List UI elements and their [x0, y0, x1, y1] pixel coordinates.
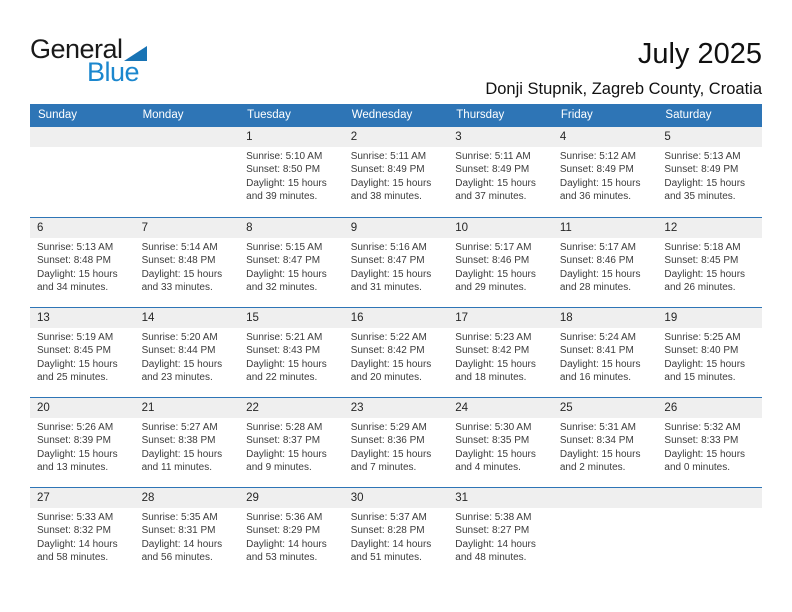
detail-line: Daylight: 15 hours [664, 268, 746, 280]
detail-line: Sunrise: 5:38 AM [455, 512, 532, 523]
week-row-1 [30, 127, 762, 217]
detail-line: Sunset: 8:49 PM [664, 164, 739, 176]
detail-line: Daylight: 15 hours [664, 358, 746, 370]
detail-line: Sunset: 8:45 PM [664, 255, 739, 267]
detail-line: Sunrise: 5:30 AM [455, 422, 532, 433]
detail-line: Sunrise: 5:33 AM [37, 512, 114, 523]
detail-line: Daylight: 14 hours [246, 538, 327, 550]
day-cell-11 [553, 218, 658, 307]
day-number: 30 [344, 488, 449, 508]
day-header-sunday: Sunday [38, 109, 78, 121]
detail-line: Sunset: 8:39 PM [37, 435, 111, 447]
detail-line: Daylight: 14 hours [350, 538, 432, 550]
detail-line: Sunset: 8:43 PM [246, 345, 321, 357]
detail-line: Sunrise: 5:35 AM [141, 512, 218, 523]
detail-line: Daylight: 15 hours [350, 358, 432, 370]
detail-line: Sunset: 8:29 PM [246, 525, 321, 537]
detail-line: Daylight: 15 hours [141, 358, 223, 370]
detail-line: Sunrise: 5:18 AM [664, 242, 741, 253]
day-details [239, 238, 344, 295]
day-cell-10 [448, 218, 553, 307]
day-cell-3 [448, 127, 553, 217]
detail-line: and 11 minutes. [141, 462, 212, 474]
detail-line: and 25 minutes. [37, 372, 109, 384]
detail-line: Sunrise: 5:32 AM [664, 422, 741, 433]
day-cell-18 [553, 308, 658, 397]
detail-line: Sunrise: 5:13 AM [664, 151, 741, 162]
detail-line: and 48 minutes. [455, 552, 527, 564]
detail-line: Daylight: 15 hours [664, 177, 746, 189]
detail-line: Daylight: 14 hours [455, 538, 536, 550]
day-details [30, 508, 135, 565]
day-cell-14 [135, 308, 240, 397]
detail-line: and 28 minutes. [559, 282, 632, 294]
detail-line: Sunrise: 5:12 AM [559, 151, 636, 162]
detail-line: Sunset: 8:48 PM [37, 255, 111, 267]
detail-line: Sunrise: 5:29 AM [350, 422, 427, 433]
logo-text-blue: Blue [87, 57, 140, 87]
day-details [553, 147, 658, 204]
detail-line: and 7 minutes. [350, 462, 417, 474]
detail-line: and 4 minutes. [455, 462, 521, 474]
day-details [135, 238, 240, 295]
detail-line: Daylight: 15 hours [559, 268, 641, 280]
day-number: 24 [448, 398, 553, 418]
detail-line: Sunrise: 5:10 AM [246, 151, 323, 162]
detail-line: and 58 minutes. [37, 552, 109, 564]
day-number: 22 [239, 398, 344, 418]
day-number: 25 [553, 398, 658, 418]
detail-line: Daylight: 15 hours [246, 448, 327, 460]
detail-line: Daylight: 15 hours [455, 268, 536, 280]
empty-day-cell [657, 488, 762, 577]
day-number: 21 [135, 398, 240, 418]
detail-line: Daylight: 15 hours [37, 448, 118, 460]
week-row-4 [30, 397, 762, 487]
detail-line: Daylight: 15 hours [246, 177, 327, 189]
calendar-body [30, 127, 762, 577]
day-number: 31 [448, 488, 553, 508]
detail-line: Sunrise: 5:25 AM [664, 332, 741, 343]
empty-day-cell [30, 127, 135, 217]
day-number: 3 [448, 127, 553, 147]
day-number: 4 [553, 127, 658, 147]
day-cell-5 [657, 127, 762, 217]
day-number [30, 127, 135, 147]
calendar-table [30, 104, 762, 577]
detail-line: Daylight: 15 hours [141, 448, 223, 460]
detail-line: Sunset: 8:33 PM [664, 435, 739, 447]
day-details [239, 147, 344, 204]
day-details [344, 238, 449, 295]
day-cell-27 [30, 488, 135, 577]
day-cell-29 [239, 488, 344, 577]
detail-line: and 22 minutes. [246, 372, 318, 384]
day-number: 17 [448, 308, 553, 328]
day-details [239, 418, 344, 475]
day-details [344, 147, 449, 204]
day-details [30, 328, 135, 385]
day-cell-30 [344, 488, 449, 577]
detail-line: and 37 minutes. [455, 191, 527, 203]
day-cell-15 [239, 308, 344, 397]
detail-line: Sunset: 8:32 PM [37, 525, 111, 537]
day-cell-20 [30, 398, 135, 487]
day-details [657, 418, 762, 475]
detail-line: and 39 minutes. [246, 191, 318, 203]
detail-line: Sunrise: 5:14 AM [141, 242, 218, 253]
detail-line: Sunset: 8:31 PM [141, 525, 216, 537]
day-cell-7 [135, 218, 240, 307]
day-details [135, 418, 240, 475]
detail-line: Sunrise: 5:11 AM [455, 151, 531, 162]
detail-line: Daylight: 15 hours [455, 177, 536, 189]
detail-line: Sunrise: 5:17 AM [455, 242, 532, 253]
day-header-friday: Friday [560, 109, 593, 121]
day-details [448, 328, 553, 385]
detail-line: Sunset: 8:34 PM [559, 435, 634, 447]
detail-line: Sunrise: 5:28 AM [246, 422, 323, 433]
detail-line: Sunset: 8:28 PM [350, 525, 425, 537]
day-number: 16 [344, 308, 449, 328]
detail-line: Sunrise: 5:19 AM [37, 332, 114, 343]
day-number: 28 [135, 488, 240, 508]
detail-line: Daylight: 15 hours [559, 358, 641, 370]
day-cell-25 [553, 398, 658, 487]
day-details [448, 508, 553, 565]
detail-line: Sunset: 8:46 PM [455, 255, 530, 267]
day-number: 18 [553, 308, 658, 328]
day-number: 11 [553, 218, 658, 238]
detail-line: Sunset: 8:27 PM [455, 525, 530, 537]
detail-line: and 34 minutes. [37, 282, 109, 294]
day-details [135, 508, 240, 565]
day-number: 19 [657, 308, 762, 328]
detail-line: Daylight: 15 hours [664, 448, 746, 460]
detail-line: and 53 minutes. [246, 552, 318, 564]
day-number: 7 [135, 218, 240, 238]
day-cell-2 [344, 127, 449, 217]
detail-line: Sunset: 8:46 PM [559, 255, 634, 267]
day-number [657, 488, 762, 508]
day-header-thursday: Thursday [456, 109, 505, 121]
week-row-5 [30, 487, 762, 577]
detail-line: Sunrise: 5:31 AM [559, 422, 636, 433]
detail-line: Sunrise: 5:24 AM [559, 332, 636, 343]
day-cell-24 [448, 398, 553, 487]
day-details [239, 328, 344, 385]
detail-line: Sunset: 8:44 PM [141, 345, 216, 357]
detail-line: and 35 minutes. [664, 191, 736, 203]
detail-line: Sunset: 8:48 PM [141, 255, 216, 267]
detail-line: Daylight: 15 hours [350, 268, 432, 280]
detail-line: Daylight: 15 hours [37, 358, 118, 370]
day-header-monday: Monday [142, 109, 184, 121]
detail-line: Daylight: 15 hours [559, 448, 641, 460]
title-block [485, 38, 762, 99]
week-row-3 [30, 307, 762, 397]
detail-line: Sunset: 8:35 PM [455, 435, 530, 447]
detail-line: and 29 minutes. [455, 282, 527, 294]
detail-line: and 13 minutes. [37, 462, 109, 474]
general-blue-logo [30, 36, 147, 86]
day-number: 13 [30, 308, 135, 328]
day-header-saturday: Saturday [665, 109, 712, 121]
day-cell-22 [239, 398, 344, 487]
detail-line: Daylight: 15 hours [350, 177, 432, 189]
day-details [448, 147, 553, 204]
day-details [448, 238, 553, 295]
detail-line: and 23 minutes. [141, 372, 213, 384]
empty-day-cell [553, 488, 658, 577]
detail-line: and 15 minutes. [664, 372, 736, 384]
detail-line: Daylight: 15 hours [455, 448, 536, 460]
day-details [553, 328, 658, 385]
detail-line: Sunrise: 5:23 AM [455, 332, 532, 343]
detail-line: and 0 minutes. [664, 462, 731, 474]
detail-line: Sunrise: 5:36 AM [246, 512, 323, 523]
day-number: 5 [657, 127, 762, 147]
day-details [657, 147, 762, 204]
day-number [553, 488, 658, 508]
detail-line: Sunset: 8:49 PM [559, 164, 634, 176]
day-cell-6 [30, 218, 135, 307]
detail-line: Sunset: 8:49 PM [455, 164, 530, 176]
detail-line: and 31 minutes. [350, 282, 422, 294]
empty-day-cell [135, 127, 240, 217]
day-cell-19 [657, 308, 762, 397]
detail-line: Daylight: 14 hours [141, 538, 223, 550]
day-details [657, 328, 762, 385]
day-details [344, 418, 449, 475]
detail-line: Sunrise: 5:16 AM [350, 242, 427, 253]
day-number: 14 [135, 308, 240, 328]
detail-line: and 9 minutes. [246, 462, 312, 474]
day-details [344, 508, 449, 565]
day-number: 9 [344, 218, 449, 238]
day-number: 2 [344, 127, 449, 147]
day-cell-21 [135, 398, 240, 487]
detail-line: Sunset: 8:38 PM [141, 435, 216, 447]
day-cell-28 [135, 488, 240, 577]
detail-line: Daylight: 15 hours [455, 358, 536, 370]
weekday-header-row [30, 104, 762, 127]
day-details [553, 238, 658, 295]
detail-line: and 36 minutes. [559, 191, 632, 203]
day-header-tuesday: Tuesday [247, 109, 291, 121]
detail-line: Sunset: 8:47 PM [350, 255, 425, 267]
week-row-2 [30, 217, 762, 307]
detail-line: Sunrise: 5:27 AM [141, 422, 218, 433]
detail-line: and 56 minutes. [141, 552, 213, 564]
day-number: 26 [657, 398, 762, 418]
day-details [30, 238, 135, 295]
day-number: 8 [239, 218, 344, 238]
detail-line: Sunrise: 5:21 AM [246, 332, 323, 343]
day-details [239, 508, 344, 565]
day-cell-9 [344, 218, 449, 307]
detail-line: Daylight: 15 hours [246, 358, 327, 370]
detail-line: Sunrise: 5:22 AM [350, 332, 427, 343]
detail-line: Daylight: 15 hours [350, 448, 432, 460]
day-number: 12 [657, 218, 762, 238]
detail-line: and 32 minutes. [246, 282, 318, 294]
detail-line: Sunset: 8:36 PM [350, 435, 425, 447]
day-number: 10 [448, 218, 553, 238]
detail-line: and 51 minutes. [350, 552, 422, 564]
detail-line: Daylight: 15 hours [559, 177, 641, 189]
day-number: 29 [239, 488, 344, 508]
day-cell-13 [30, 308, 135, 397]
day-header-wednesday: Wednesday [351, 109, 413, 121]
detail-line: Sunset: 8:40 PM [664, 345, 739, 357]
detail-line: Sunset: 8:37 PM [246, 435, 321, 447]
page-title: July 2025 [637, 38, 762, 70]
detail-line: Sunrise: 5:11 AM [350, 151, 427, 162]
detail-line: Sunset: 8:45 PM [37, 345, 111, 357]
detail-line: Sunrise: 5:20 AM [141, 332, 218, 343]
day-number [135, 127, 240, 147]
day-details [30, 418, 135, 475]
detail-line: Sunrise: 5:26 AM [37, 422, 114, 433]
detail-line: Sunrise: 5:13 AM [37, 242, 114, 253]
detail-line: Sunset: 8:42 PM [455, 345, 530, 357]
detail-line: and 20 minutes. [350, 372, 422, 384]
day-cell-16 [344, 308, 449, 397]
detail-line: Sunrise: 5:17 AM [559, 242, 636, 253]
detail-line: Sunrise: 5:37 AM [350, 512, 427, 523]
day-details [448, 418, 553, 475]
detail-line: Sunset: 8:49 PM [350, 164, 425, 176]
day-cell-23 [344, 398, 449, 487]
day-cell-12 [657, 218, 762, 307]
page-subtitle: Donji Stupnik, Zagreb County, Croatia [485, 80, 762, 98]
detail-line: Sunset: 8:41 PM [559, 345, 634, 357]
day-cell-17 [448, 308, 553, 397]
detail-line: Sunset: 8:47 PM [246, 255, 321, 267]
day-details [344, 328, 449, 385]
day-cell-4 [553, 127, 658, 217]
day-details [657, 238, 762, 295]
day-number: 6 [30, 218, 135, 238]
day-number: 15 [239, 308, 344, 328]
day-cell-1 [239, 127, 344, 217]
detail-line: Daylight: 15 hours [246, 268, 327, 280]
day-number: 27 [30, 488, 135, 508]
detail-line: Sunrise: 5:15 AM [246, 242, 323, 253]
detail-line: Sunset: 8:42 PM [350, 345, 425, 357]
detail-line: and 33 minutes. [141, 282, 213, 294]
detail-line: Sunset: 8:50 PM [246, 164, 321, 176]
detail-line: and 38 minutes. [350, 191, 422, 203]
logo-text-general: General [30, 34, 123, 64]
day-details [135, 328, 240, 385]
day-cell-31 [448, 488, 553, 577]
detail-line: and 26 minutes. [664, 282, 736, 294]
day-cell-8 [239, 218, 344, 307]
detail-line: and 2 minutes. [559, 462, 626, 474]
day-cell-26 [657, 398, 762, 487]
detail-line: Daylight: 15 hours [37, 268, 118, 280]
detail-line: Daylight: 15 hours [141, 268, 223, 280]
detail-line: and 16 minutes. [559, 372, 632, 384]
detail-line: Daylight: 14 hours [37, 538, 118, 550]
day-details [553, 418, 658, 475]
day-number: 1 [239, 127, 344, 147]
day-number: 20 [30, 398, 135, 418]
day-number: 23 [344, 398, 449, 418]
detail-line: and 18 minutes. [455, 372, 527, 384]
